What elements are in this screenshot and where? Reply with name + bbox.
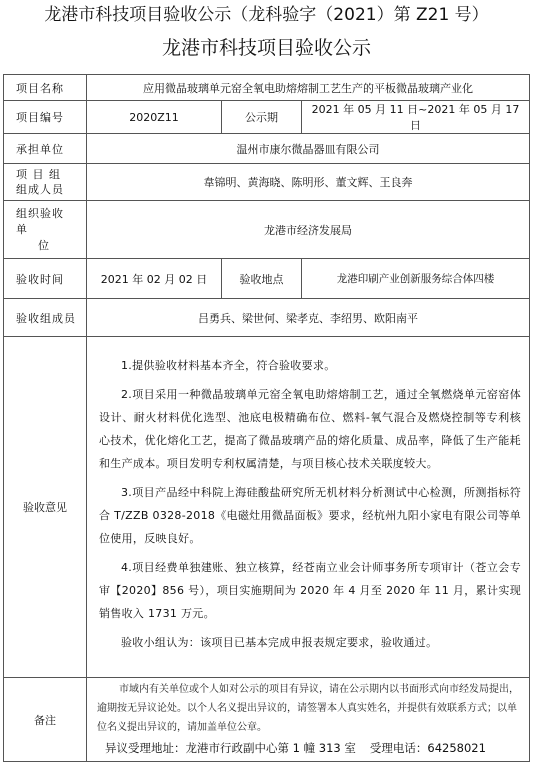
row-undertaker (4, 134, 530, 164)
members-value: 吕勇兵、梁世何、梁孝克、李绍男、欧阳南平 (87, 299, 530, 337)
project-no-value: 2020Z11 (87, 101, 222, 134)
team-value: 韋锦明、黄海晓、陈明形、董文辉、王良奔 (87, 164, 530, 201)
team-label-line2: 组成人员 (16, 183, 64, 196)
org-label-line3: 位 (38, 238, 50, 252)
acceptance-table (3, 74, 530, 762)
project-no-label: 项目编号 (4, 101, 87, 134)
org-label-line2: 单 (16, 222, 28, 236)
members-label: 验收组成员 (4, 299, 87, 337)
time-label: 验收时间 (4, 259, 87, 299)
publicity-value: 2021 年 05 月 11 日~2021 年 05 月 17 日 (302, 101, 530, 134)
row-opinion (4, 337, 530, 678)
row-members (4, 299, 530, 337)
remark-phone: 受理电话：64258021 (369, 741, 486, 755)
opinion-item-2: 2.项目采用一种微晶玻璃单元窑全氧电助熔熔制工艺，通过全氧燃烧单元窑窑体设计、耐火材料优化选型、池底电极精确布位、燃料-氧气混合及燃烧控制等专利核心技术，优化熔化工艺，提高了微晶玻璃产品的熔化质量、成品率，降低了生产能耗和生产成本。项目发明专利权属清楚，与项目核心技术关联度较大。 (99, 388, 521, 470)
project-name-label: 项目名称 (4, 75, 87, 101)
org-label (4, 201, 87, 259)
row-time-place (4, 259, 530, 299)
row-project-no (4, 101, 530, 134)
page-title: 龙港市科技项目验收公示（龙科验字（2021）第 Z21 号） (44, 5, 489, 25)
remark-contact (97, 737, 523, 759)
remark-address: 异议受理地址：龙港市行政副中心第 1 幢 313 室 (105, 741, 356, 755)
opinion-conclusion: 验收小组认为：该项目已基本完成申报表规定要求，验收通过。 (121, 636, 438, 649)
undertaker-value: 温州市康尔微晶器皿有限公司 (87, 134, 530, 164)
team-label (4, 164, 87, 201)
place-value: 龙港印刷产业创新服务综合体四楼 (302, 259, 530, 299)
remark-cell (87, 678, 530, 762)
opinion-item-4: 4.项目经费单独建账、独立核算，经苍南立业会计师事务所专项审计（苍立会专审【2020】856 号），项目实施期间为 2020 年 4 月至 2020 年 11 月，累计实现销售收入 1731 万元。 (99, 561, 521, 620)
opinion-item-1: 1.提供验收材料基本齐全，符合验收要求。 (121, 359, 336, 372)
opinion-cell (87, 337, 530, 678)
row-organizer (4, 201, 530, 259)
org-value: 龙港市经济发展局 (87, 201, 530, 259)
row-project-name (4, 75, 530, 101)
opinion-label: 验收意见 (4, 337, 87, 678)
page-subtitle: 龙港市科技项目验收公示 (161, 37, 371, 59)
remark-text: 市域内有关单位或个人如对公示的项目有异议，请在公示期内以书面形式向市经发局提出，逾期按无异议论处。以个人名义提出异议的，请签署本人真实姓名，并提供有效联系方式；以单位名义提出异议的，请加盖单位公章。 (97, 684, 519, 733)
team-label-line1: 项 目 组 (16, 168, 61, 181)
project-name-value: 应用微晶玻璃单元窑全氧电助熔熔制工艺生产的平板微晶玻璃产业化 (87, 75, 530, 101)
remark-label: 备注 (4, 678, 87, 762)
undertaker-label: 承担单位 (4, 134, 87, 164)
publicity-label: 公示期 (222, 101, 302, 134)
time-value: 2021 年 02 月 02 日 (87, 259, 222, 299)
org-label-line1: 组织验收 (16, 206, 64, 220)
place-label: 验收地点 (222, 259, 302, 299)
row-team (4, 164, 530, 201)
opinion-item-3: 3.项目产品经中科院上海硅酸盐研究所无机材料分析测试中心检测，所测指标符合 T/ZZB 0328-2018《电磁灶用微晶面板》要求，经杭州九阳小家电有限公司等单位使用，反映良好。 (99, 486, 521, 545)
row-remark (4, 678, 530, 762)
